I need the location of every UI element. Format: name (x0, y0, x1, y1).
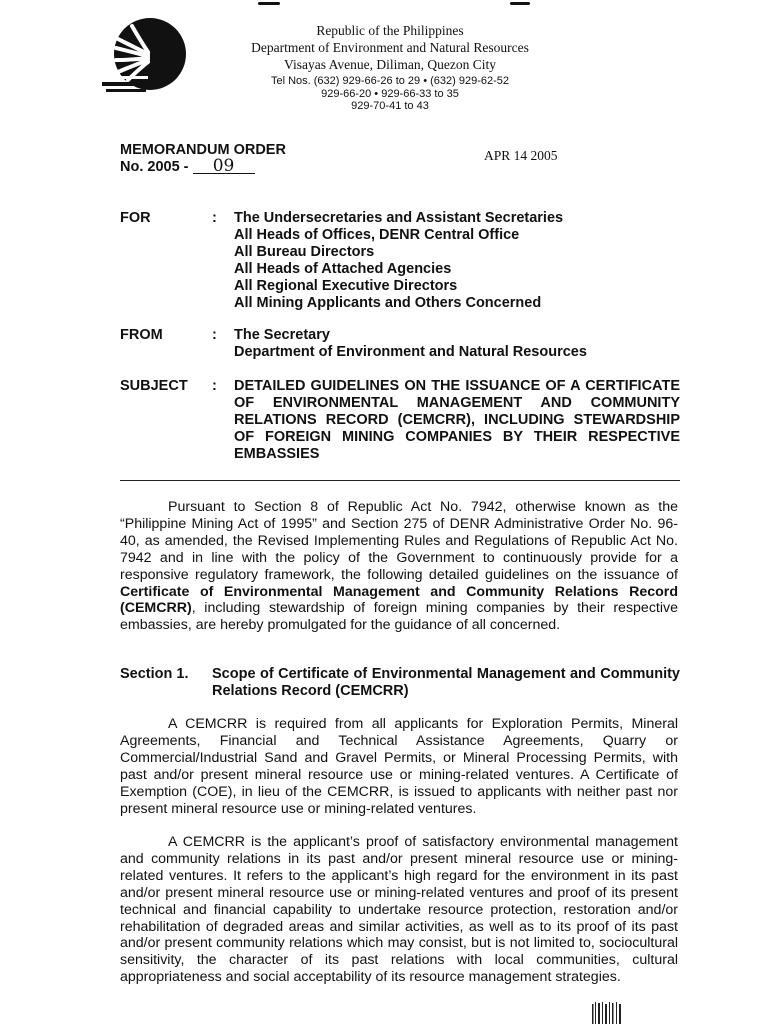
from-row (120, 327, 680, 361)
subject-row (120, 378, 680, 463)
from-list (234, 327, 680, 361)
letterhead-tel-2: 929-66-20 • 929-66-33 to 35 (321, 88, 459, 100)
memo-number (120, 156, 286, 176)
for-item: All Bureau Directors (234, 244, 375, 260)
section-1-title: Scope of Certificate of Environmental Management and Community Relations Record (CEMCRR) (212, 666, 680, 699)
from-label: FROM (120, 327, 163, 343)
paragraph-cemcrr-definition: A CEMCRR is the applicant’s proof of satisfactory environmental management and community relations in its past and/or present mineral resource use or mining-related ventures. It refers to the applicant’s high regard for the environment in its past and/or present mineral resource use or mining-related ventures and proof of its present technical and financial capability to undertake resource protection, restoration and/or rehabilitation of degraded areas and similar activities, as well as to its proof of its past and/or present community relations which may consist, but is not limited to, sociocultural sensitivity, the character of its past relations with local communities, cultural appropriateness and social acceptability of its resource management strategies. (120, 834, 678, 986)
subject-text: DETAILED GUIDELINES ON THE ISSUANCE OF A CERTIFICATE OF ENVIRONMENTAL MANAGEMENT AND COMMUNITY RELATIONS RECORD (CEMCRR), INCLUDING STEWARDSHIP OF FOREIGN MINING COMPANIES BY THEIR RESPECTIVE EMBASSIES (234, 378, 680, 462)
letterhead-tel-1: Tel Nos. (632) 929-66-26 to 29 • (632) 929-62-52 (270, 75, 510, 87)
for-list (234, 210, 680, 312)
memo-title: MEMORANDUM ORDER (120, 142, 286, 158)
memo-number-prefix: No. 2005 - (120, 159, 189, 175)
for-label: FOR (120, 210, 151, 226)
letterhead (200, 22, 580, 112)
for-item: All Mining Applicants and Others Concerned (234, 295, 542, 311)
intro-paragraph (120, 499, 678, 634)
paragraph-cemcrr-scope: A CEMCRR is required from all applicants for Exploration Permits, Mineral Agreements, Financial and Technical Assistance Agreements, Quarry or Commercial/Industrial Sand and Gravel Permits, or Mineral Processing Permits, with past and/or present mineral resource use or mining-related ventures. A Certificate of Exemption (COE), in lieu of the CEMCRR, is issued to applicants with neither past nor present mineral resource use or mining-related ventures. (120, 716, 678, 817)
top-mark-right (510, 2, 530, 5)
for-colon: : (212, 210, 217, 226)
from-item: The Secretary (234, 327, 330, 343)
for-item: The Undersecretaries and Assistant Secretaries (234, 210, 564, 226)
for-item: All Heads of Attached Agencies (234, 261, 452, 277)
section-1-number: Section 1. (120, 666, 189, 682)
intro-text-bold: Certificate of Environmental Management and Community Relations Record (CEMCRR) (120, 583, 678, 617)
barcode-mark-icon (590, 1000, 624, 1024)
letterhead-tel-3: 929-70-41 to 43 (351, 100, 429, 112)
intro-text-1: Pursuant to Section 8 of Republic Act No. 7942, otherwise known as the “Philippine Mining Act of 1995” and Section 275 of DENR Administrative Order No. 96-40, as amended, the Revised Implementing Rules and Regulations of Republic Act No. 7942 and in line with the policy of the Government to continuously provide for a responsive regulatory framework, the following detailed guidelines on the issuance of (120, 499, 678, 583)
for-row (120, 210, 680, 312)
for-item: All Regional Executive Directors (234, 278, 458, 294)
intro-text-2: , including stewardship of foreign mining companies by their respective embassies, are hereby promulgated for the guidance of all concerned. (120, 600, 678, 634)
subject-label: SUBJECT (120, 378, 188, 394)
from-colon: : (212, 327, 217, 343)
section-1-heading (120, 666, 680, 700)
memo-header (120, 142, 286, 176)
header-divider (120, 480, 680, 481)
letterhead-department: Department of Environment and Natural Resources (251, 40, 529, 55)
denr-logo-icon (102, 16, 192, 96)
for-item: All Heads of Offices, DENR Central Office (234, 227, 520, 243)
letterhead-republic: Republic of the Philippines (316, 23, 464, 38)
top-mark-left (258, 2, 280, 5)
memo-date: APR 14 2005 (484, 148, 558, 163)
memo-number-value: 09 (193, 159, 255, 174)
letterhead-address: Visayas Avenue, Diliman, Quezon City (284, 57, 496, 72)
from-item: Department of Environment and Natural Resources (234, 344, 587, 360)
subject-colon: : (212, 378, 217, 394)
